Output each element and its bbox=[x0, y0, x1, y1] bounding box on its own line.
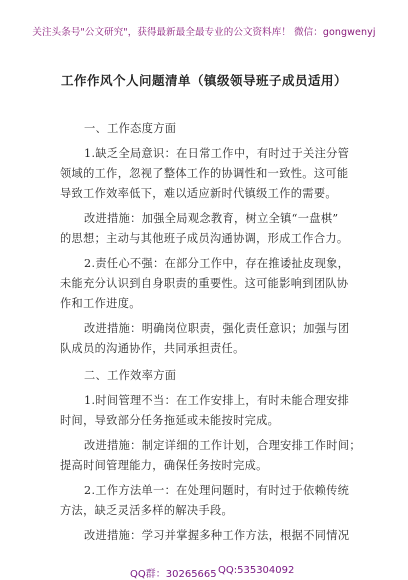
paragraph-line: 方法，缺乏灵活多样的解决手段。 bbox=[60, 504, 234, 517]
section-heading: 二、工作效率方面 bbox=[84, 369, 177, 382]
top-banner: 关注头条号"公文研究"，获得最新最全最专业的公文资料库！ 微信：gongwenyj bbox=[32, 27, 376, 38]
paragraph-line: 改进措施：明确岗位职责，强化责任意识；加强与团 bbox=[84, 322, 350, 335]
paragraph-line: 的思想；主动与其他班子成员沟通协调，形成工作合力。 bbox=[60, 232, 349, 245]
paragraph-line: 时间，导致部分任务拖延或未能按时完成。 bbox=[60, 414, 280, 427]
paragraph-line: 导致工作效率低下，难以适应新时代镇级工作的需要。 bbox=[60, 187, 337, 200]
paragraph-line: 作和工作进度。 bbox=[60, 297, 141, 310]
paragraph-line: 2.责任心不强：在部分工作中，存在推诿扯皮现象， bbox=[84, 257, 350, 270]
paragraph-line: 2.工作方法单一：在处理问题时，有时过于依赖传统 bbox=[84, 484, 350, 497]
paragraph-line: 改进措施：加强全局观念教育，树立全镇“一盘棋” bbox=[84, 212, 339, 225]
paragraph-line: 未能充分认识到自身职责的重要性。这可能影响到团队协 bbox=[60, 277, 349, 290]
section-heading: 一、工作态度方面 bbox=[84, 122, 177, 135]
paragraph-line: 改进措施：制定详细的工作计划，合理安排工作时间； bbox=[84, 439, 361, 452]
paragraph-line: 提高时间管理能力，确保任务按时完成。 bbox=[60, 459, 268, 472]
paragraph-line: 改进措施：学习并掌握多种工作方法，根据不同情况 bbox=[84, 529, 350, 542]
paragraph-line: 队成员的沟通协作，共同承担责任。 bbox=[60, 342, 245, 355]
qq-group-number: QQ群：30265665 bbox=[130, 569, 217, 580]
paragraph-line: 1.时间管理不当：在工作安排上，有时未能合理安排 bbox=[84, 394, 350, 407]
page-title: 工作作风个人问题清单（镇级领导班子成员适用） bbox=[60, 73, 347, 88]
paragraph-line: 领域的工作，忽视了整体工作的协调性和一致性。这可能 bbox=[60, 167, 349, 180]
qq-number: QQ:535304092 bbox=[218, 565, 295, 576]
paragraph-line: 1.缺乏全局意识：在日常工作中，有时过于关注分管 bbox=[84, 147, 350, 160]
